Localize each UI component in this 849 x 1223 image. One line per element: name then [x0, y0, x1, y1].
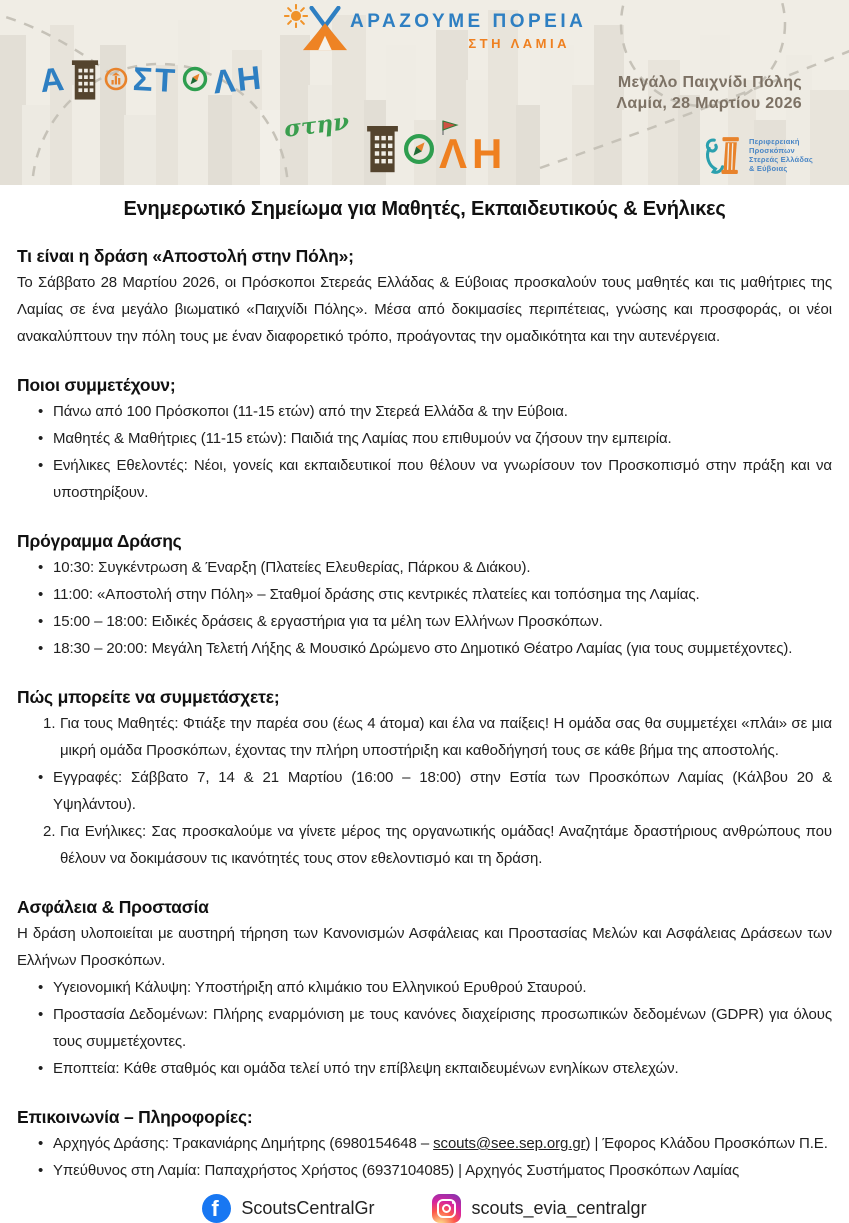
list-item	[17, 608, 832, 635]
region-logo	[703, 133, 813, 176]
mission-letter-a: Α	[38, 59, 68, 99]
event-info	[616, 72, 802, 114]
item-text: Για Ενήλικες: Σας προσκαλούμε να γίνετε μέρος της οργανωτικής ομάδας! Αναζητάμε δραστήριους ανθρώπους που θέλουν να δοκιμάσουν τις ικανότητές τους στον εθελοντισμό και τη δράση.	[60, 823, 832, 867]
region-logo-text	[749, 137, 813, 173]
number-marker: 2.	[43, 823, 56, 840]
instagram-icon	[432, 1194, 461, 1223]
list-item	[17, 764, 832, 818]
bullet-marker: •	[38, 430, 44, 447]
item-text: Για τους Μαθητές: Φτιάξε την παρέα σου (έως 4 άτομα) και έλα να παίξεις! Η ομάδα σας θα συμμετέχει «πλάι» σε μια μικρή ομάδα Προσκόπων, έχοντας την πλήρη υποστήριξη και καθοδήγησή τους σε κάθε βήμα της αποστολής.	[60, 715, 832, 759]
mission-logo	[40, 58, 263, 100]
bullet-list	[17, 554, 832, 662]
list-item	[17, 1001, 832, 1055]
section-heading: Ποιοι συμμετέχουν;	[17, 375, 176, 395]
document-body	[0, 198, 849, 1223]
event-info-line1: Μεγάλο Παιχνίδι Πόλης	[617, 74, 802, 91]
contact-line	[53, 1130, 832, 1157]
list-item	[17, 1055, 832, 1082]
list-item	[17, 398, 832, 425]
section-what-is	[17, 243, 832, 350]
bullet-marker: •	[38, 457, 44, 474]
header-banner	[0, 0, 849, 185]
section-safety	[17, 894, 832, 1082]
list-item	[17, 554, 832, 581]
item-text: Υγειονομική Κάλυψη: Υποστήριξη από κλιμάκιο του Ελληνικού Ερυθρού Σταυρού.	[53, 979, 587, 996]
building-icon	[71, 58, 99, 100]
social-footer	[17, 1194, 832, 1223]
item-text: Προστασία Δεδομένων: Πλήρης εναρμόνιση με τους κανόνες διαχείρισης προσωπικών δεδομένων (GDPR) για όλους τους συμμετέχοντες.	[53, 1006, 832, 1050]
bullet-marker: •	[38, 769, 44, 786]
compass-icon	[403, 133, 435, 165]
region-logo-line4: & Εύβοιας	[749, 163, 788, 173]
stin-script: στην	[282, 108, 351, 143]
region-logo-line2: Προσκόπων	[749, 145, 795, 155]
contact-text-after: ) | Έφορος Κλάδου Προσκόπων Π.Ε.	[585, 1135, 828, 1152]
bullet-marker: •	[38, 1162, 44, 1179]
tent-icon	[296, 6, 354, 52]
section-contact	[17, 1104, 832, 1184]
paragraph: Το Σάββατο 28 Μαρτίου 2026, οι Πρόσκοποι Στερεάς Ελλάδας & Εύβοιας προσκαλούν τους μαθητές και τις μαθήτριες της Λαμίας σε ένα μεγάλο βιωματικό «Παιχνίδι Πόλης». Μέσα από δοκιμασίες περιπέτειας, γνώσης και προσφοράς, οι νέοι ανακαλύπτουν την πόλη τους με έναν διαφορετικό τρόπο, προάγοντας την ομαδικότητα και την αυτενέργεια.	[17, 274, 832, 345]
facebook-link[interactable]	[202, 1194, 374, 1223]
list-item	[17, 818, 832, 872]
section-heading: Ασφάλεια & Προστασία	[17, 897, 209, 917]
section-heading: Επικοινωνία – Πληροφορίες:	[17, 1107, 253, 1127]
section-heading: Τι είναι η δράση «Αποστολή στην Πόλη»;	[17, 246, 354, 266]
poli-letter-h: Η	[472, 130, 504, 178]
instagram-label: scouts_evia_centralgr	[471, 1198, 647, 1218]
item-text: Εγγραφές: Σάββατο 7, 14 & 21 Μαρτίου (16:00 – 18:00) στην Εστία των Προσκόπων Λαμίας (Κάλβου 20 & Υψηλάντου).	[53, 769, 832, 813]
facebook-f-glyph: f	[211, 1196, 219, 1221]
instagram-link[interactable]	[432, 1194, 646, 1223]
list-item	[17, 710, 832, 764]
item-text: Μαθητές & Μαθήτριες (11-15 ετών): Παιδιά της Λαμίας που επιθυμούν να ζήσουν την εμπειρία.	[53, 430, 672, 447]
item-text: Εποπτεία: Κάθε σταθμός και ομάδα τελεί υπό την επίβλεψη εκπαιδευμένων ενηλίκων στελεχών.	[53, 1060, 679, 1077]
list-item	[17, 1130, 832, 1157]
item-text: Ενήλικες Εθελοντές: Νέοι, γονείς και εκπαιδευτικοί που θέλουν να γνωρίσουν τον Προσκοπισμό στην πράξη και να υποστηρίξουν.	[53, 457, 832, 501]
bullet-marker: •	[38, 559, 44, 576]
poli-logo	[366, 122, 504, 178]
event-info-line2: Λαμία, 28 Μαρτίου 2026	[616, 95, 802, 112]
list-item	[17, 974, 832, 1001]
item-text: 11:00: «Αποστολή στην Πόλη» – Σταθμοί δράσης στις κεντρικές πλατείες και τοπόσημα της Λαμίας.	[53, 586, 700, 603]
region-logo-line3: Στερεάς Ελλάδας	[749, 154, 813, 164]
list-item	[17, 635, 832, 662]
bullet-marker: •	[38, 640, 44, 657]
item-text: 10:30: Συγκέντρωση & Έναρξη (Πλατείες Ελευθερίας, Πάρκου & Διάκου).	[53, 559, 531, 576]
bullet-marker: •	[38, 586, 44, 603]
list-item	[17, 1157, 832, 1184]
bullet-marker: •	[38, 1006, 44, 1023]
mission-letters-st: ΣΤ	[131, 59, 178, 99]
section-heading: Πώς μπορείτε να συμμετάσχετε;	[17, 687, 280, 707]
item-text: 18:30 – 20:00: Μεγάλη Τελετή Λήξης & Μουσικό Δρώμενο στο Δημοτικό Θέατρο Λαμίας (για τους συμμετέχοντες).	[53, 640, 793, 657]
bullet-list	[17, 398, 832, 506]
facebook-icon	[202, 1194, 231, 1223]
region-logo-line1: Περιφερειακή	[749, 136, 800, 146]
building-icon	[366, 122, 399, 174]
facebook-label: ScoutsCentralGr	[241, 1198, 375, 1218]
item-text: Πάνω από 100 Πρόσκοποι (11-15 ετών) από την Στερεά Ελλάδα & την Εύβοια.	[53, 403, 568, 420]
bullet-marker: •	[38, 979, 44, 996]
section-how-to-join	[17, 684, 832, 872]
bullet-marker: •	[38, 613, 44, 630]
column-swirl-icon	[703, 133, 744, 176]
list-item	[17, 581, 832, 608]
paragraph: Η δράση υλοποιείται με αυστηρή τήρηση των Κανονισμών Ασφάλειας και Προστασίας Μελών και Ασφάλειας Δράσεων των Ελλήνων Προσκόπων.	[17, 925, 832, 969]
item-text: 15:00 – 18:00: Ειδικές δράσεις & εργαστήρια για τα μέλη των Ελλήνων Προσκόπων.	[53, 613, 603, 630]
email-link[interactable]: scouts@see.sep.org.gr	[433, 1135, 586, 1152]
bullet-marker: •	[38, 403, 44, 420]
section-who-participates	[17, 372, 832, 506]
bullet-list	[17, 974, 832, 1082]
contact-text-before: Αρχηγός Δράσης: Τρακανιάρης Δημήτρης (6980154648 –	[53, 1135, 434, 1152]
landmark-icon	[104, 67, 128, 91]
section-program	[17, 528, 832, 662]
compass-icon	[182, 66, 208, 92]
campaign-logo-main: ΑΡΑΖΟΥΜΕ ΠΟΡΕΙΑ	[350, 11, 587, 32]
campaign-logo-text	[350, 11, 587, 51]
poli-letter-lambda-wrap	[439, 130, 469, 178]
flag-icon	[441, 120, 459, 136]
campaign-logo	[284, 2, 587, 54]
list-item	[17, 452, 832, 506]
page-title: Ενημερωτικό Σημείωμα για Μαθητές, Εκπαιδευτικούς & Ενήλικες	[123, 198, 726, 220]
section-heading: Πρόγραμμα Δράσης	[17, 531, 182, 551]
bullet-marker: •	[38, 1060, 44, 1077]
list-item	[17, 425, 832, 452]
bullet-list	[17, 1130, 832, 1184]
item-text: Υπεύθυνος στη Λαμία: Παπαχρήστος Χρήστος (6937104085) | Αρχηγός Συστήματος Προσκόπων Λαμίας	[53, 1162, 740, 1179]
bullet-marker: •	[38, 1135, 44, 1152]
number-marker: 1.	[43, 715, 56, 732]
mission-letters-li: ΛΗ	[211, 57, 265, 101]
mixed-list	[17, 710, 832, 872]
campaign-logo-sub: ΣΤΗ ΛΑΜΙΑ	[468, 36, 570, 51]
poli-letter-l: Λ	[439, 130, 469, 178]
